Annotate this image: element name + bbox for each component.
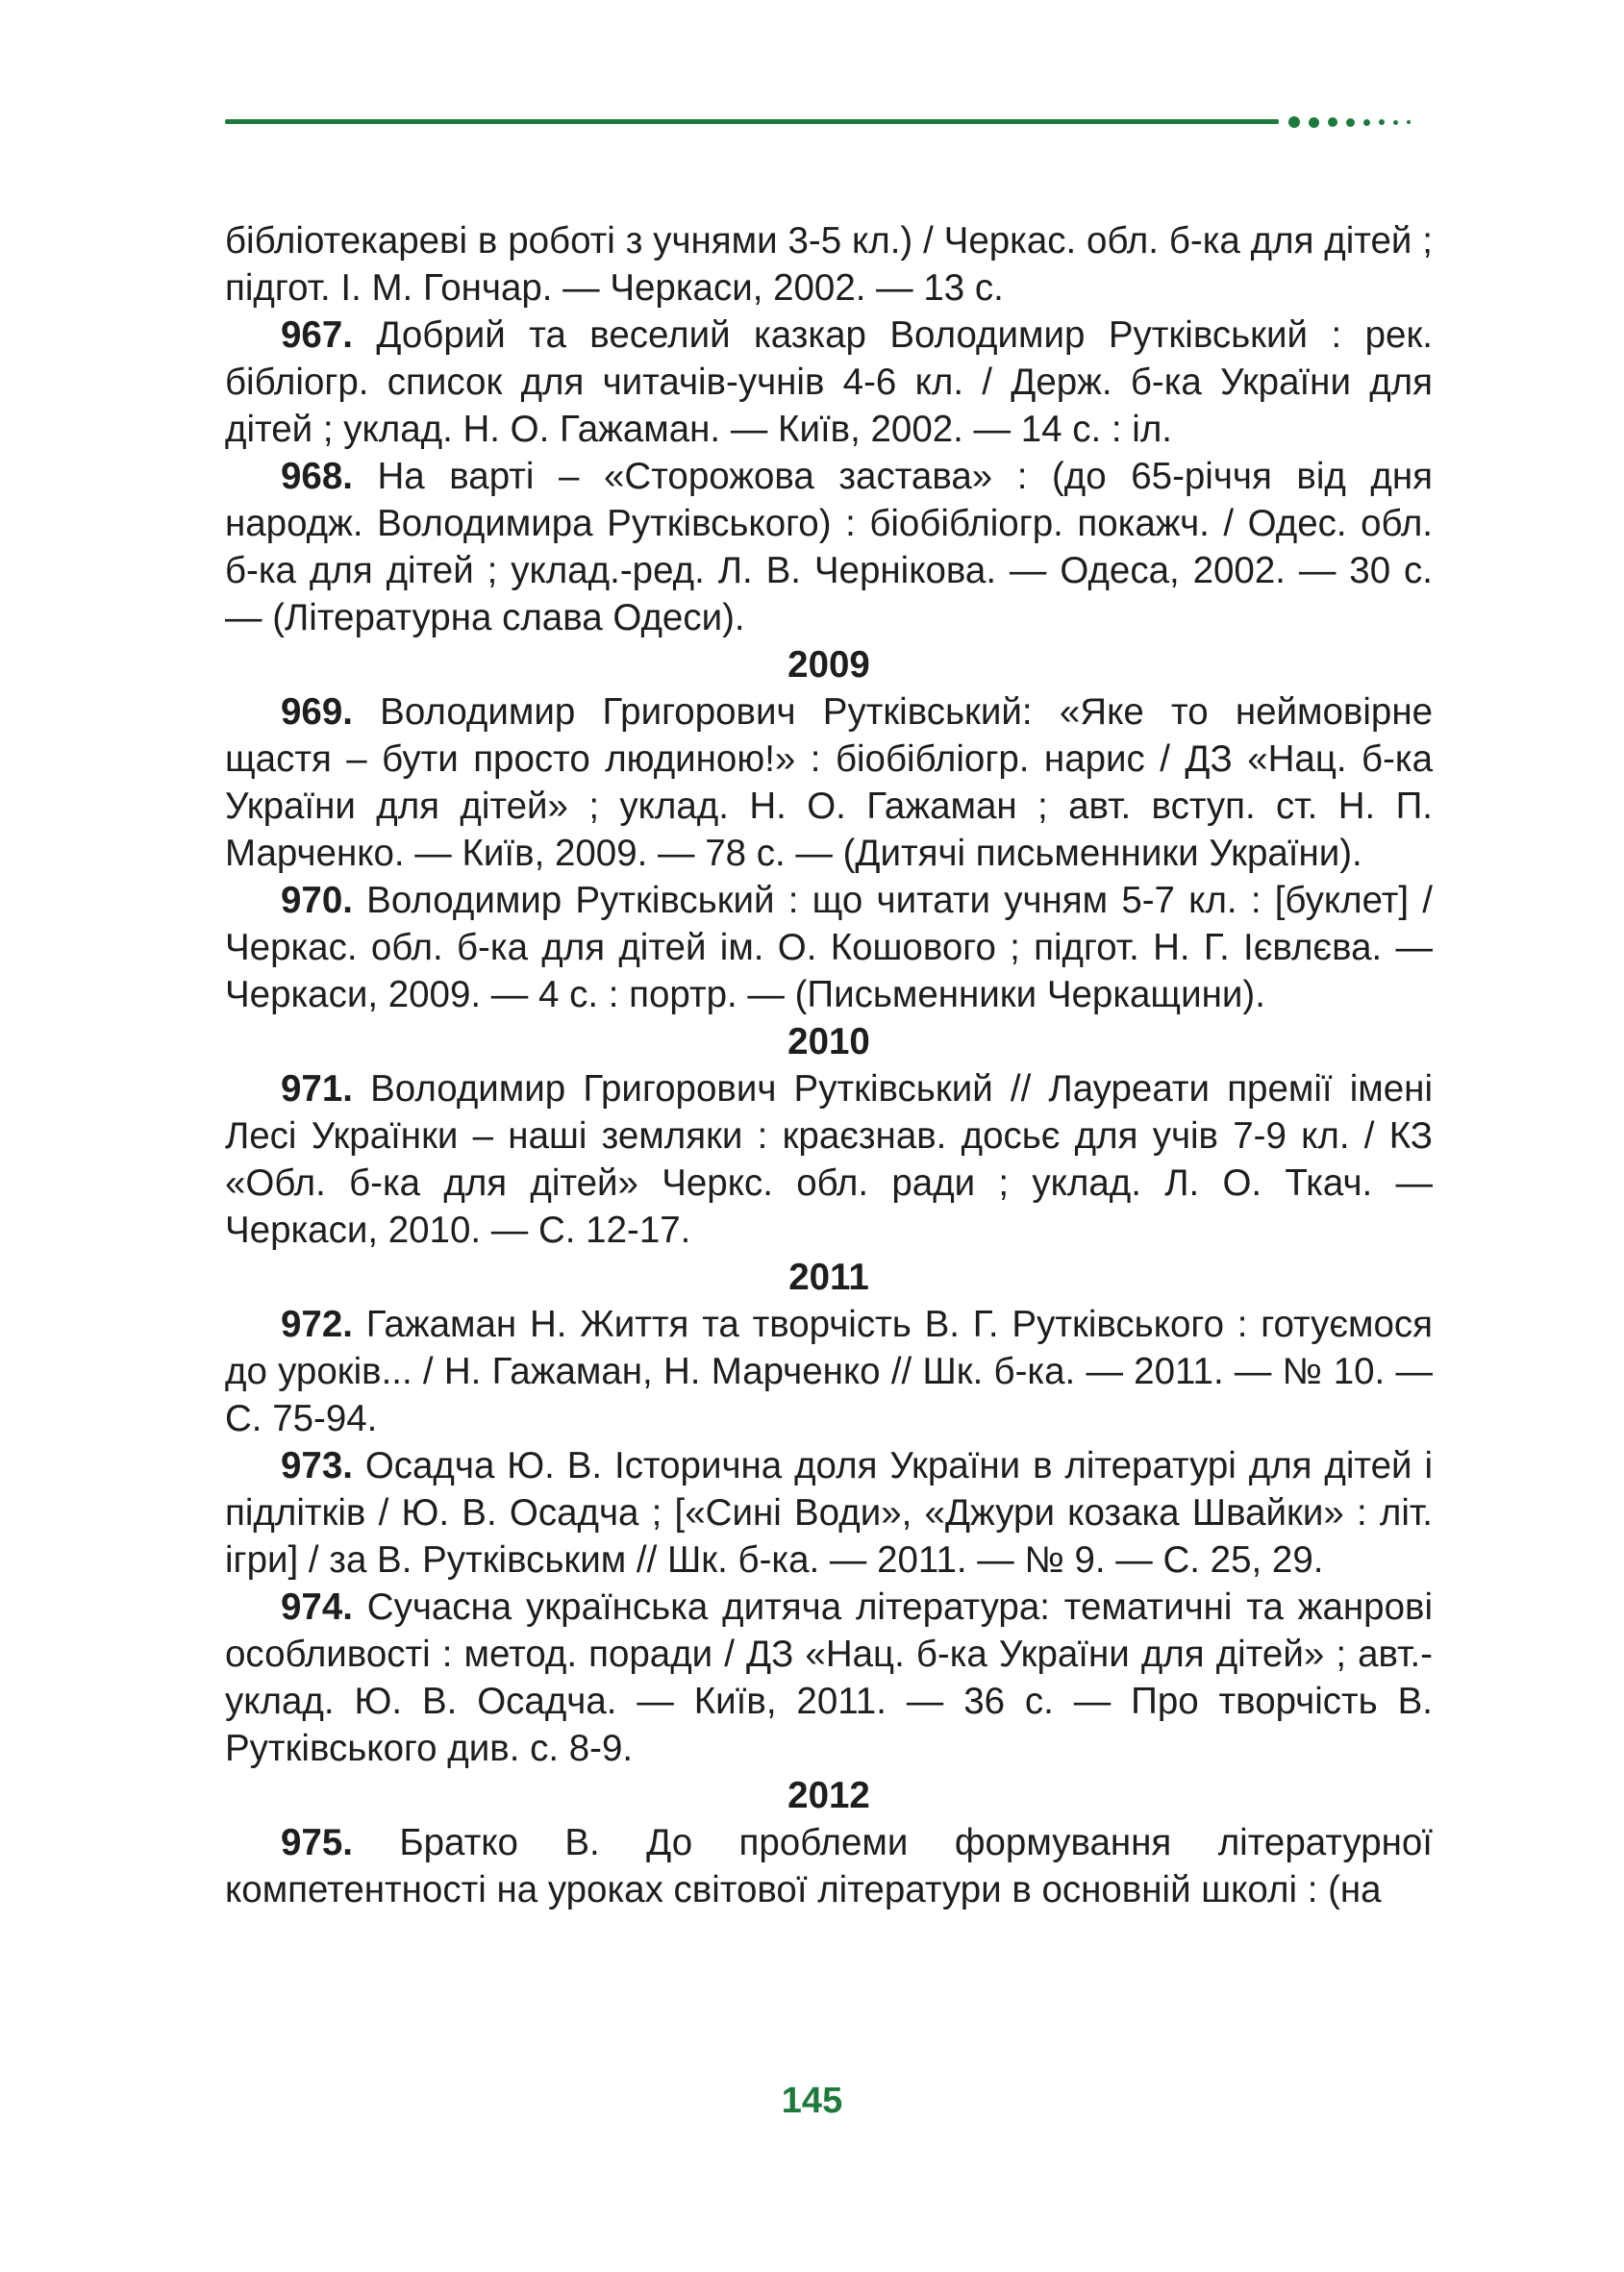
page-number: 145 xyxy=(781,2081,843,2121)
entry-972 xyxy=(225,1301,1433,1442)
continuation-paragraph: бібліотекареві в роботі з учнями 3-5 кл.) / Черкас. обл. б-ка для дітей ; підгот. І. М. Гончар. — Черкаси, 2002. — 13 с. xyxy=(225,220,1433,309)
entry-text: Володимир Григорович Рутківський // Лауреати премії імені Лесі Українки – наші земляки : краєзнав. досьє для учів 7-9 кл. / КЗ «Обл. б-ка для дітей» Черкс. обл. ради ; уклад. Л. О. Ткач. — Черкаси, 2010. — С. 12-17. xyxy=(225,1068,1433,1251)
entry-970 xyxy=(225,877,1433,1018)
entry-text: Добрий та веселий казкар Володимир Рутківський : рек. бібліогр. список для читачів-учнів 4-6 кл. / Держ. б-ка України для дітей ; уклад. Н. О. Гажаман. — Київ, 2002. — 14 с. : іл. xyxy=(225,314,1433,450)
entry-973 xyxy=(225,1442,1433,1584)
entry-text: На варті – «Сторожова застава» : (до 65-річчя від дня народж. Володимира Рутківського) : біобібліогр. покажч. / Одес. обл. б-ка для дітей ; уклад.-ред. Л. В. Чернікова. — Одеса, 2002. — 30 с. — (Літературна слава Одеси). xyxy=(225,456,1433,638)
year-heading-2009: 2009 xyxy=(787,644,870,686)
entry-text: Сучасна українська дитяча література: тематичні та жанрові особливості : метод. поради / ДЗ «Нац. б-ка України для дітей» ; авт.-уклад. Ю. В. Осадча. — Київ, 2011. — 36 с. — Про творчість В. Рутківського див. с. 8-9. xyxy=(225,1586,1433,1769)
entry-975 xyxy=(225,1819,1433,1913)
header-rule xyxy=(225,119,1279,124)
entry-969 xyxy=(225,688,1433,877)
year-heading-2012: 2012 xyxy=(787,1775,870,1816)
entry-number: 974. xyxy=(281,1586,353,1628)
header-dots-ornament xyxy=(1288,114,1419,130)
bibliography-list xyxy=(225,217,1433,1913)
year-heading-2010: 2010 xyxy=(787,1021,870,1062)
entry-text: Гажаман Н. Життя та творчість В. Г. Рутківського : готуємося до уроків... / Н. Гажаман, Н. Марченко // Шк. б-ка. — 2011. — № 10. — С. 75-94. xyxy=(225,1304,1433,1439)
entry-number: 971. xyxy=(281,1068,353,1110)
entry-967 xyxy=(225,312,1433,453)
year-heading-2011: 2011 xyxy=(788,1257,869,1298)
entry-number: 973. xyxy=(281,1445,353,1486)
entry-number: 968. xyxy=(281,456,353,497)
entry-number: 969. xyxy=(281,691,353,733)
entry-text: Володимир Рутківський : що читати учням 5-7 кл. : [буклет] / Черкас. обл. б-ка для дітей ім. О. Кошового ; підгот. Н. Г. Ієвлєва. — Черкаси, 2009. — 4 с. : портр. — (Письменники Черкащини). xyxy=(225,880,1433,1015)
entry-971 xyxy=(225,1065,1433,1254)
entry-number: 975. xyxy=(281,1822,353,1863)
entry-text: Братко В. До проблеми формування літературної компетентності на уроках світової літератури в основній школі : (на xyxy=(225,1822,1433,1910)
entry-text: Володимир Григорович Рутківський: «Яке то неймовірне щастя – бути просто людиною!» : біобібліогр. нарис / ДЗ «Нац. б-ка України для дітей» ; уклад. Н. О. Гажаман ; авт. вступ. ст. Н. П. Марченко. — Київ, 2009. — 78 с. — (Дитячі письменники України). xyxy=(225,691,1433,874)
entry-974 xyxy=(225,1584,1433,1772)
entry-number: 970. xyxy=(281,880,353,921)
entry-text: Осадча Ю. В. Історична доля України в літературі для дітей і підлітків / Ю. В. Осадча ; [«Сині Води», «Джури козака Швайки» : літ. ігри] / за В. Рутківським // Шк. б-ка. — 2011. — № 9. — С. 25, 29. xyxy=(225,1445,1433,1581)
entry-number: 972. xyxy=(281,1304,353,1345)
entry-number: 967. xyxy=(281,314,353,356)
entry-968 xyxy=(225,453,1433,641)
